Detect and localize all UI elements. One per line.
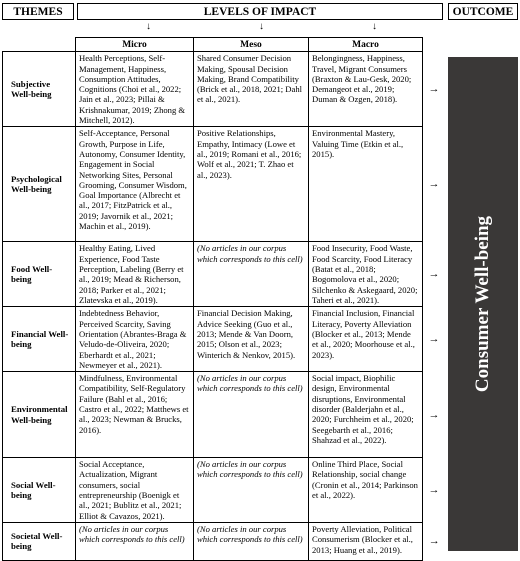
arrow-down-micro: ↓ (146, 21, 151, 32)
column-meso: Meso (194, 38, 309, 52)
cell-macro: Belongingness, Happiness, Travel, Migrant Consumers (Braxton & Lau-Gesk, 2020; Demangeot et al., 2019; Duman & Ozgen, 2018). (309, 52, 423, 127)
themes-header: THEMES (2, 3, 74, 20)
impact-matrix (2, 37, 446, 561)
arrow-right-icon: → (428, 483, 440, 496)
column-micro: Micro (76, 38, 194, 52)
cell-meso: Positive Relationships, Empathy, Intimacy (Lowe et al., 2019; Romani et al., 2016; Wolf et al., 2021; T. Zhao et al., 2023). (194, 127, 309, 242)
theme-food: Food Well-being (3, 242, 76, 307)
table-row (3, 372, 446, 458)
table-row (3, 242, 446, 307)
theme-environmental: Environmental Well-being (3, 372, 76, 458)
arrow-right-icon: → (428, 178, 440, 191)
table-row (3, 127, 446, 242)
cell-macro: Poverty Alleviation, Political Consumerism (Blocker et al., 2013; Huang et al., 2019). (309, 522, 423, 560)
cell-meso: Shared Consumer Decision Making, Spousal Decision Making, Brand Compatibility (Brick et al., 2018, 2021; Dahl et al., 2021). (194, 52, 309, 127)
cell-meso: (No articles in our corpus which corresponds to this cell) (194, 242, 309, 307)
arrow-right-icon: → (428, 333, 440, 346)
cell-macro: Food Insecurity, Food Waste, Food Scarcity, Food Literacy (Batat et al., 2018; Bogomolova et al., 2020; Silchenko & Askegaard, 2020; Taheri et al., 2021). (309, 242, 423, 307)
cell-micro: Indebtedness Behavior, Perceived Scarcity, Saving Orientation (Abrantes-Braga & Veludo-de-Oliveira, 2020; Eberhardt et al., 2021; Newmeyer et al., 2021). (76, 307, 194, 372)
cell-micro: Mindfulness, Environmental Compatibility, Self-Regulatory Failure (Bahl et al., 2016; Castro et al., 2022; Matthews et al., 2023; Newman & Brucks, 2016). (76, 372, 194, 458)
cell-micro: Self-Acceptance, Personal Growth, Purpose in Life, Autonomy, Consumer Identity, Engagement in Social Networking Sites, Personal Grooming, Consumer Wisdom, Goal Importance (Albrecht et al., 2017; FitzPatrick et al., 2019; Javornik et al., 2021; Machin et al., 2019). (76, 127, 194, 242)
table-row (3, 52, 446, 127)
table-row (3, 307, 446, 372)
cell-meso: (No articles in our corpus which corresponds to this cell) (194, 372, 309, 458)
outcome-bar (448, 57, 518, 551)
theme-psychological: Psychological Well-being (3, 127, 76, 242)
levels-header: LEVELS OF IMPACT (77, 3, 443, 20)
cell-macro: Financial Inclusion, Financial Literacy, Poverty Alleviation (Blocker et al., 2013; Mende et al., 2020; Moorhouse et al., 2023). (309, 307, 423, 372)
cell-micro: (No articles in our corpus which corresponds to this cell) (76, 522, 194, 560)
table-row (3, 458, 446, 523)
arrow-right-icon: → (428, 535, 440, 548)
cell-micro: Social Acceptance, Actualization, Migrant consumers, social entrepreneurship (Boenigk et al., 2021; Bublitz et al., 2021; Elliot & Cavazos, 2021). (76, 458, 194, 523)
outcome-header: OUTCOME (448, 3, 518, 20)
arrow-right-icon: → (428, 268, 440, 281)
cell-meso: (No articles in our corpus which corresponds to this cell) (194, 522, 309, 560)
column-macro: Macro (309, 38, 423, 52)
theme-financial: Financial Well-being (3, 307, 76, 372)
theme-societal: Societal Well-being (3, 522, 76, 560)
arrow-down-macro: ↓ (372, 21, 377, 32)
theme-subjective: Subjective Well-being (3, 52, 76, 127)
cell-macro: Social impact, Biophilic design, Environmental disruptions, Environmental disorder (Balderjahn et al., 2020; Furchheim et al., 2020; Seegebarth et al., 2016; Shahzad et al., 2022). (309, 372, 423, 458)
cell-macro: Online Third Place, Social Relationship, social change (Cronin et al., 2014; Parkinson et al., 2022). (309, 458, 423, 523)
cell-micro: Health Perceptions, Self-Management, Happiness, Consumption Attitudes, Cognitions (Choi et al., 2022; Jain et al., 2023; Pillai & Krishnakumar, 2019; Zhong & Mitchell, 2012). (76, 52, 194, 127)
theme-social: Social Well-being (3, 458, 76, 523)
cell-meso: Financial Decision Making, Advice Seeking (Guo et al., 2013; Mende & Van Doorn, 2015; Olson et al., 2023; Winterich & Nenkov, 2015). (194, 307, 309, 372)
outcome-label: Consumer Well-being (472, 215, 493, 393)
arrow-right-icon: → (428, 83, 440, 96)
column-header-row (3, 38, 446, 52)
cell-macro: Environmental Mastery, Valuing Time (Etkin et al., 2015). (309, 127, 423, 242)
cell-meso: (No articles in our corpus which corresponds to this cell) (194, 458, 309, 523)
arrow-down-meso: ↓ (259, 21, 264, 32)
arrow-right-icon: → (428, 408, 440, 421)
cell-micro: Healthy Eating, Lived Experience, Food Taste Perception, Labeling (Berry et al., 2019; Mead & Richerson, 2018; Parker et al., 2021; Zlatevska et al., 2019). (76, 242, 194, 307)
